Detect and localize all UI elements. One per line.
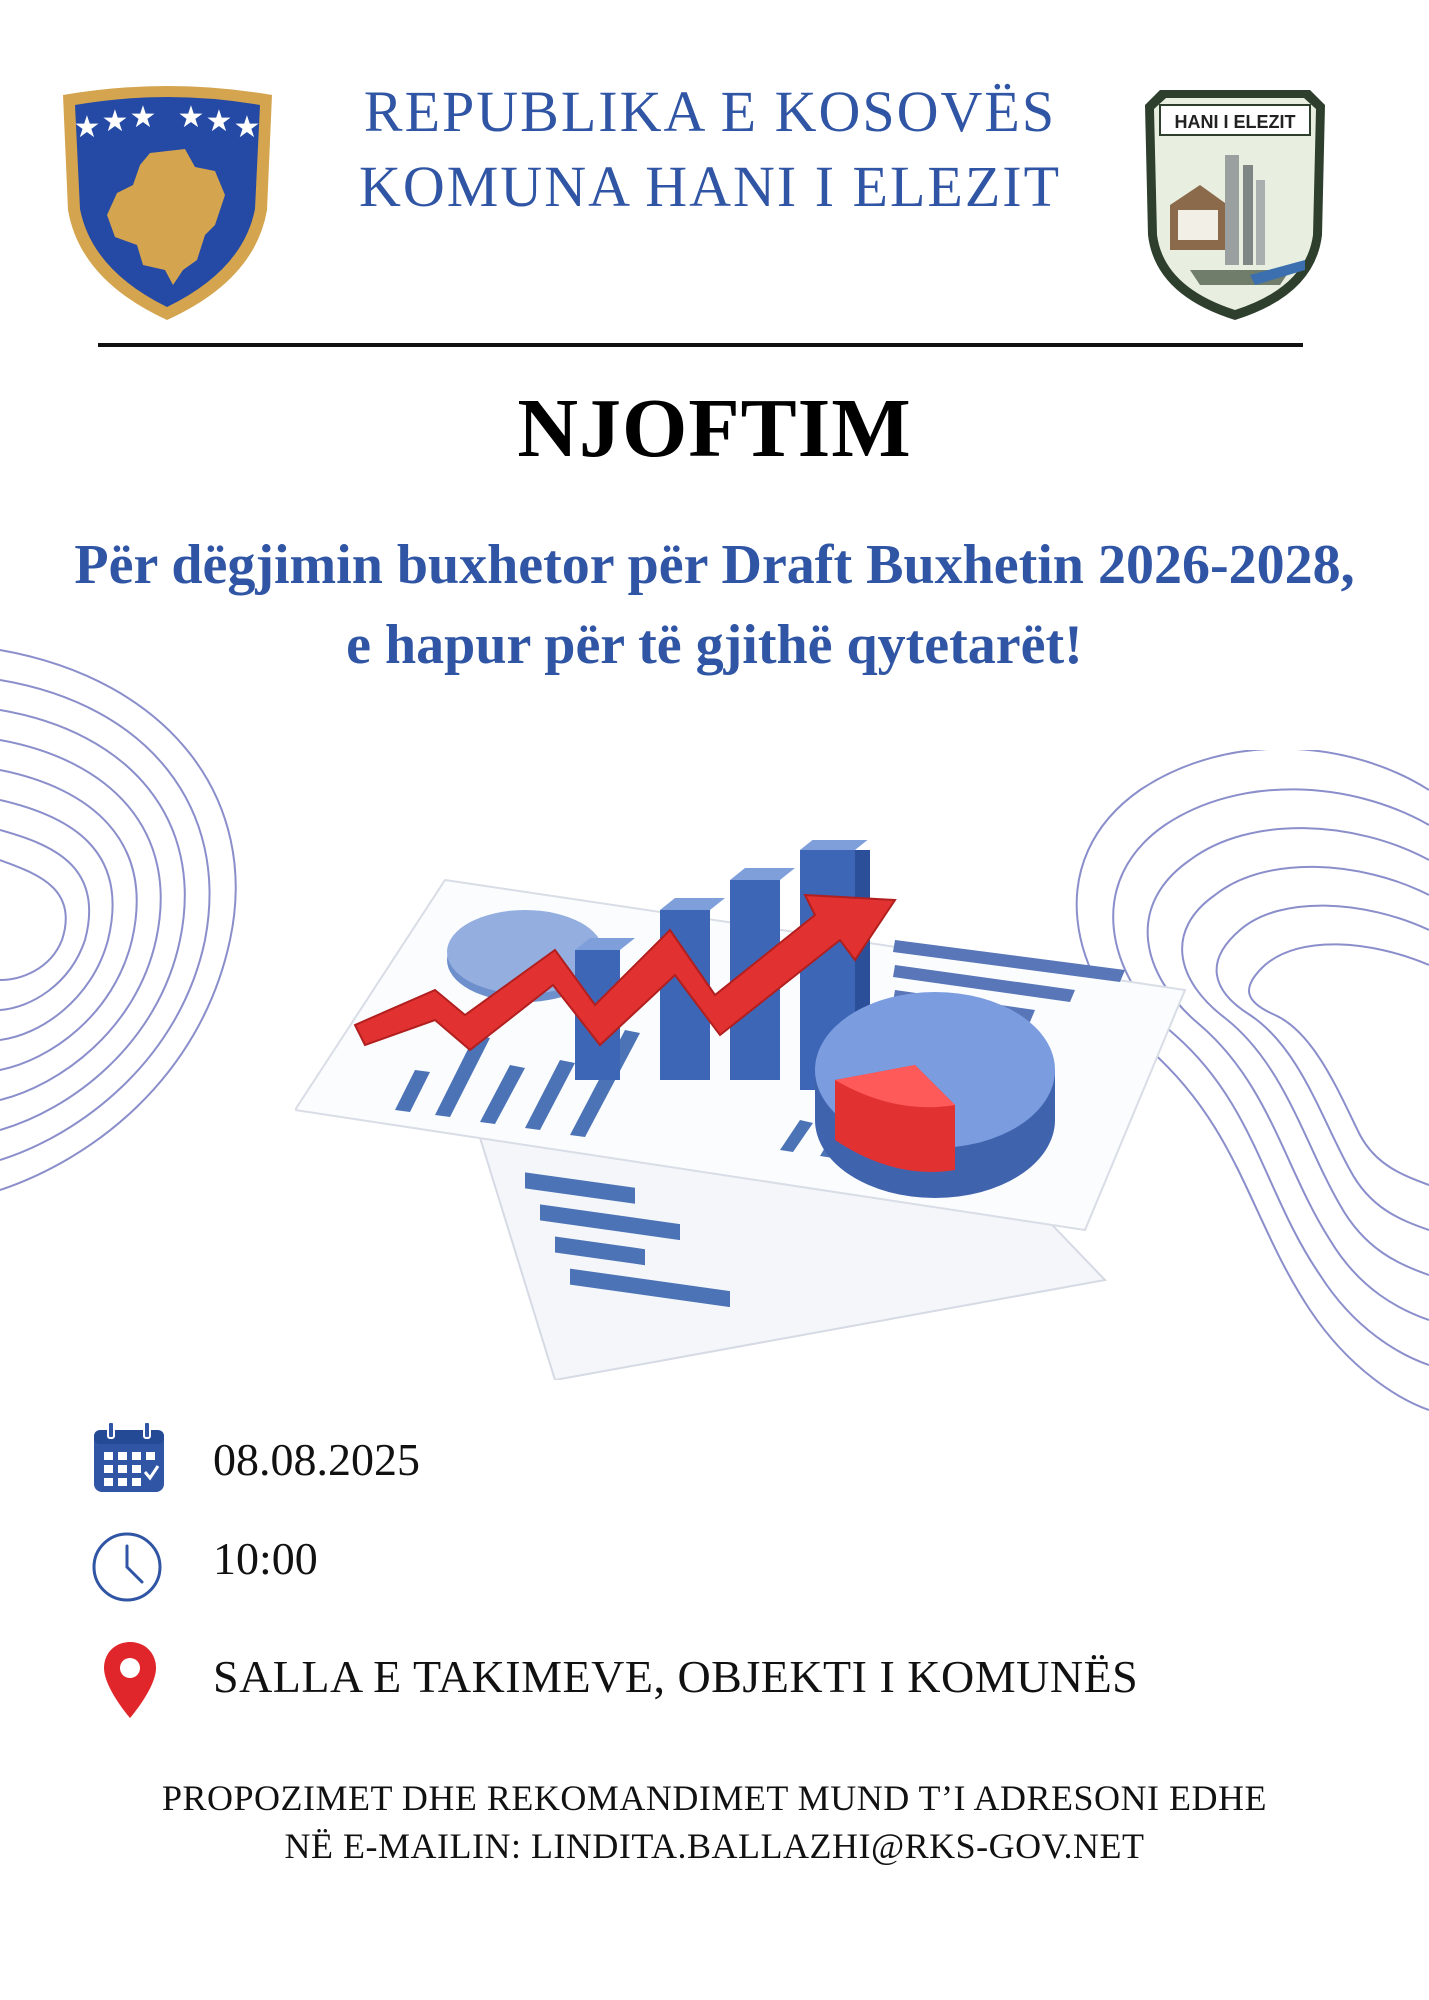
- subtitle-line-1: Për dëgjimin buxhetor për Draft Buxhetin 2026-2028,: [74, 534, 1355, 596]
- location-pin-icon: [100, 1640, 160, 1720]
- svg-text:★: ★: [233, 111, 261, 144]
- decorative-waves-left: [0, 640, 260, 1200]
- budget-charts-illustration: [295, 840, 1195, 1380]
- svg-text:★: ★: [129, 101, 157, 134]
- header-municipality: KOMUNA HANI I ELEZIT: [358, 154, 1062, 219]
- municipality-emblem: [1130, 85, 1340, 325]
- svg-text:★: ★: [73, 111, 101, 144]
- svg-text:★: ★: [177, 101, 205, 134]
- kosovo-coat-of-arms: [55, 85, 280, 325]
- footer-line-2: NË E-MAILIN: LINDITA.BALLAZHI@RKS-GOV.NET: [284, 1826, 1145, 1866]
- header-divider: [98, 343, 1303, 347]
- footer-line-1: PROPOZIMET DHE REKOMANDIMET MUND T’I ADRESONI EDHE: [162, 1778, 1267, 1818]
- event-time: 10:00: [213, 1533, 318, 1584]
- calendar-icon: [92, 1420, 166, 1494]
- header-country: REPUBLIKA E KOSOVËS: [363, 79, 1057, 144]
- event-date: 08.08.2025: [213, 1434, 420, 1485]
- subtitle-line-2: e hapur për të gjithë qytetarët!: [346, 614, 1083, 676]
- page-title: NJOFTIM: [517, 382, 912, 475]
- svg-text:★: ★: [205, 105, 233, 138]
- emblem-text: HANI I ELEZIT: [1174, 112, 1296, 132]
- clock-icon: [90, 1530, 164, 1604]
- svg-text:★: ★: [101, 105, 129, 138]
- event-location: SALLA E TAKIMEVE, OBJEKTI I KOMUNËS: [213, 1651, 1139, 1702]
